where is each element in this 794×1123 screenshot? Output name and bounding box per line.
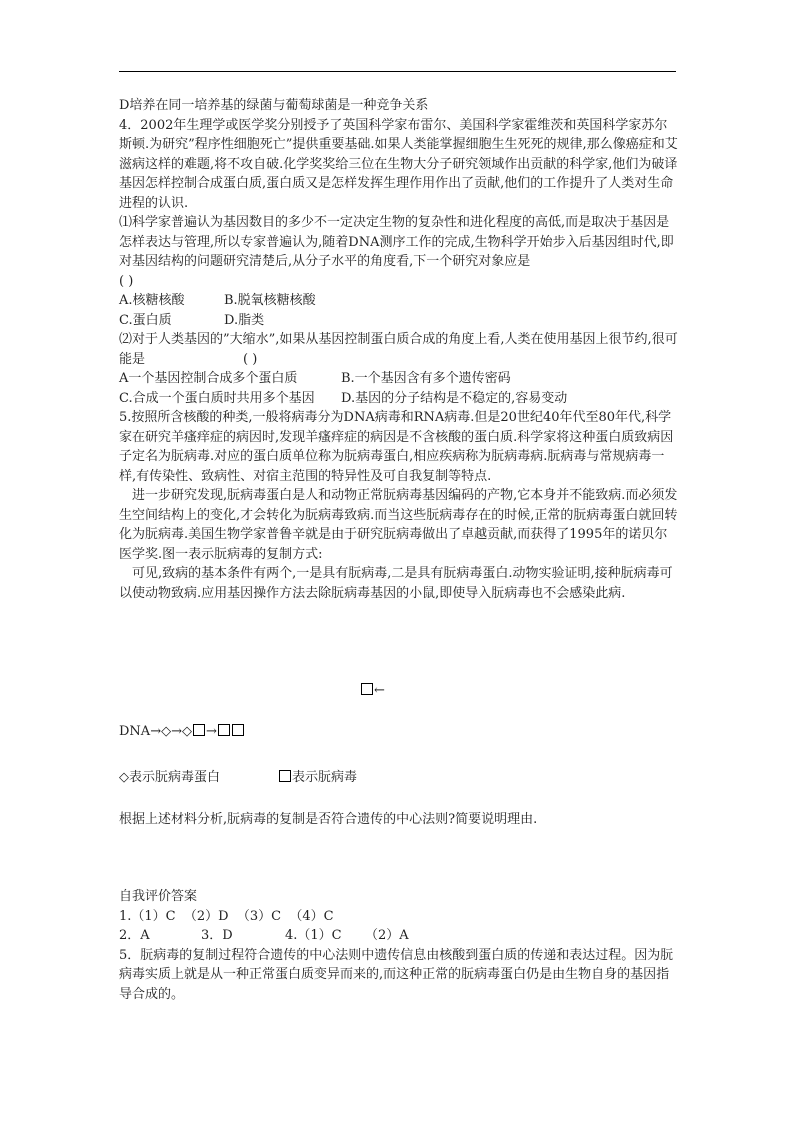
prion-box-icon — [218, 724, 230, 736]
answer-3: 3．D — [201, 928, 233, 943]
option-b: B.一个基因含有多个遗传密码 — [341, 371, 511, 386]
option-c: C.蛋白质 — [119, 312, 172, 328]
left-arrow-icon: ← — [374, 683, 385, 698]
header-rule — [119, 71, 676, 72]
answer-2: 2．A — [119, 928, 150, 943]
replication-diagram — [119, 724, 245, 739]
options-4-1-ab — [119, 291, 679, 311]
question-5-paragraph-2: 进一步研究发现,朊病毒蛋白是人和动物正常朊病毒基因编码的产物,它本身并不能致病.而必须发生空间结构上的变化,才会转化为朊病毒致病.而当这些朊病毒存在的时候,正常的朊病毒蛋白就回转化为朊病毒.美国生物学家普鲁辛就是由于研究朊病毒做出了卓越贡献,而获得了1995年的诺贝尔医学奖.图一表示朊病毒的复制方式: — [119, 488, 678, 562]
answer-4-2: （2）A — [365, 928, 409, 943]
answer-title: 自我评价答案 — [119, 889, 198, 904]
answer-paren: ( ) — [243, 351, 258, 367]
arrow-icon: → — [206, 724, 217, 739]
question-4-intro: 4．2002年生理学或医学奖分别授予了英国科学家布雷尔、美国科学家霍维茨和英国科学家苏尔斯顿.为研究”程序性细胞死亡”提供重要基础.如果人类能掌握细胞生生死死的规律,那么像癌症和艾滋病这样的难题,将不攻自破.化学奖奖给三位在生物大分子研究领域作出贡献的科学家,他们为破译基因怎样控制合成蛋白质,蛋白质又是怎样发挥生理作用作出了贡献,他们的工作提升了人类对生命进程的认识. — [119, 117, 678, 211]
options-4-2-ab — [119, 369, 679, 389]
option-d-line: D培养在同一培养基的绿菌与葡萄球菌是一种竞争关系 — [119, 98, 429, 113]
answer-2-4 — [119, 926, 679, 946]
answer-paren: ( ) — [119, 273, 134, 289]
answer-key — [119, 887, 679, 1004]
question-5-paragraph-1: 5.按照所含核酸的种类,一般将病毒分为DNA病毒和RNA病毒.但是20世纪40年代至80年代,科学家在研究羊瘙痒症的病因时,发现羊瘙痒症的病因是不含核酸的蛋白质.科学家将这种蛋白质致病因子定名为朊病毒.对应的蛋白质单位称为朊病毒蛋白,相应疾病称为朊病毒病.朊病毒与常规病毒一样,有传染性、致病性、对宿主范围的特异性及可自我复制等特点. — [119, 410, 674, 484]
arrow-icon: → — [171, 724, 182, 739]
diagram-legend — [119, 766, 357, 785]
analysis-question: 根据上述材料分析,朊病毒的复制是否符合遗传的中心法则?简要说明理由. — [119, 812, 538, 827]
prion-box-icon — [232, 724, 244, 736]
question-4-1 — [119, 213, 679, 291]
answer-1: 1.（1）C （2）D （3）C （4）C — [119, 908, 334, 924]
options-4-1-cd — [119, 311, 679, 331]
legend-box: 表示朊病毒 — [292, 770, 358, 785]
diamond-icon: ◇ — [161, 724, 172, 739]
diagram-top-row — [360, 683, 385, 698]
prion-box-icon — [279, 770, 291, 782]
option-c: C.合成一个蛋白质时共用多个基因 — [119, 390, 315, 406]
prion-box-icon — [361, 683, 373, 695]
legend-diamond: ◇表示朊病毒蛋白 — [119, 770, 220, 785]
answer-4-1: 4.（1）C — [285, 928, 342, 943]
question-5-paragraph-3: 可见,致病的基本条件有两个,一是具有朊病毒,二是具有朊病毒蛋白.动物实验证明,接种朊病毒可以使动物致病.应用基因操作方法去除朊病毒基因的小鼠,即使导入朊病毒也不会感染此病. — [119, 566, 673, 601]
question-4-2 — [119, 330, 679, 369]
document-body — [119, 96, 679, 603]
dna-label: DNA — [119, 724, 151, 739]
question-4-2-text: ⑵对于人类基因的”大缩水”,如果从基因控制蛋白质合成的角度上看,人类在使用基因上很节约,很可能是 — [119, 332, 678, 367]
option-d: D.基因的分子结构是不稳定的,容易变动 — [341, 390, 568, 406]
diamond-icon: ◇ — [182, 724, 192, 739]
answer-5: 5．朊病毒的复制过程符合遗传的中心法则中遗传信息由核酸到蛋白质的传递和表达过程。因为朊病毒实质上就是从一种正常蛋白质变异而来的,而这种正常的朊病毒蛋白仍是由生物自身的基因指导合成的。 — [119, 947, 674, 1002]
option-d: D.脂类 — [224, 312, 265, 328]
question-4-1-text: ⑴科学家普遍认为基因数目的多少不一定决定生物的复杂性和进化程度的高低,而是取决于基因是怎样表达与管理,所以专家普遍认为,随着DNA测序工作的完成,生物科学开始步入后基因组时代,即对基因结构的问题研究清楚后,从分子水平的角度看,下一个研究对象应是 — [119, 215, 674, 269]
arrow-icon: → — [150, 724, 162, 739]
options-4-2-cd — [119, 389, 679, 409]
prion-box-icon — [193, 724, 205, 736]
option-b: B.脱氧核糖核酸 — [224, 293, 316, 308]
option-a: A一个基因控制合成多个蛋白质 — [119, 371, 298, 386]
option-a: A.核糖核酸 — [119, 293, 185, 308]
